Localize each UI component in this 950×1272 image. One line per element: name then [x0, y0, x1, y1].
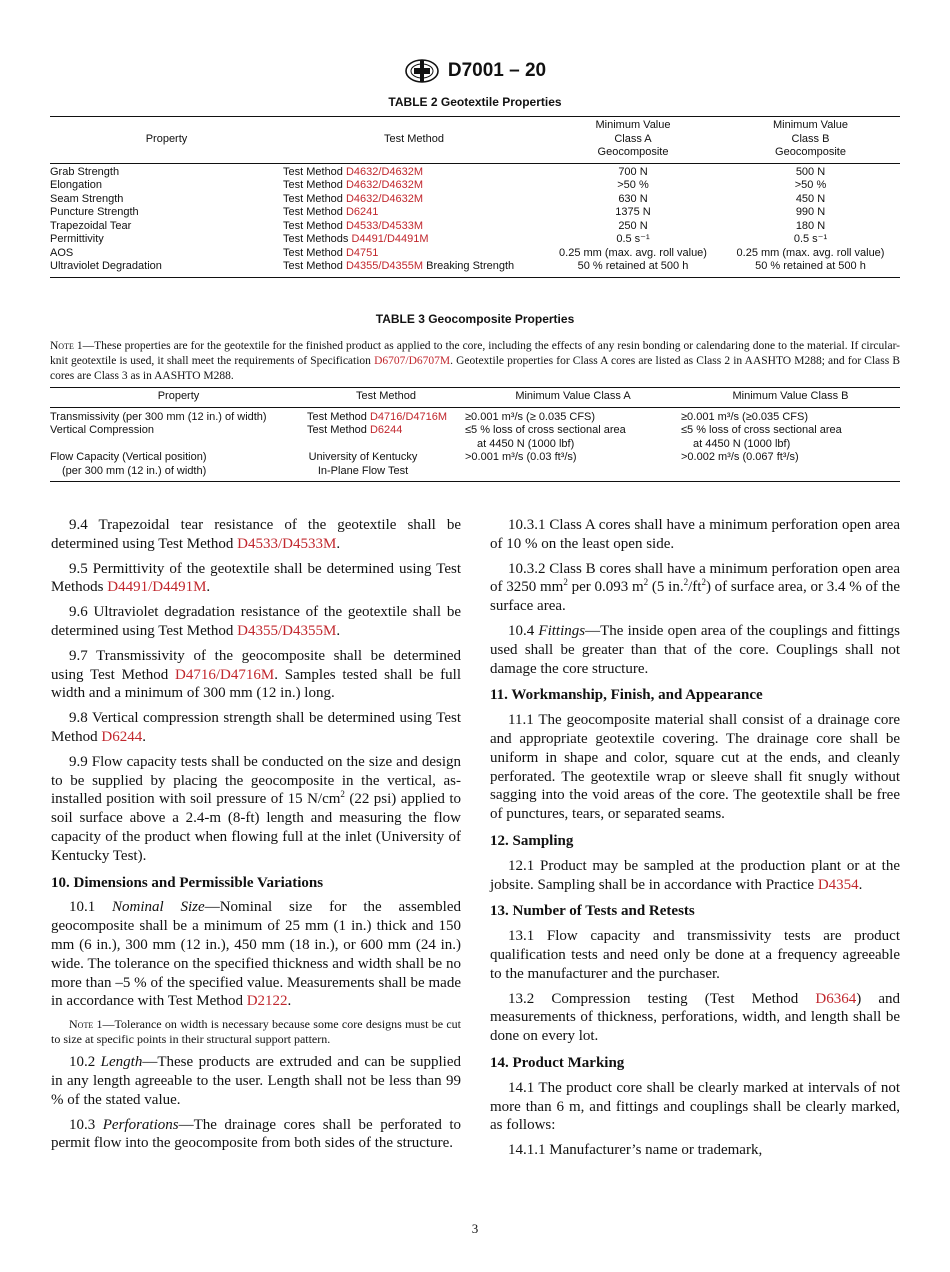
table2-method-link[interactable]: D4632/D4632M: [345, 179, 424, 191]
table3-header-row: [50, 388, 900, 408]
para-11-1: 11.1 The geocomposite material shall consist of a drainage core and appropriate geotextile covering. The drainage core shall be uniform in shape and color, square cut at the ends, and cleanly perforated. The geotextile wrap or sleeve shall fit snugly without sagging into the void areas of the core. The geotextile shall be free of punctures, tears, or separated seams.: [490, 712, 900, 823]
table3-header-property: Property: [50, 388, 307, 408]
table2-cell-class-b: 0.5 s⁻¹: [793, 233, 828, 245]
para-9-9: 9.9 Flow capacity tests shall be conducted on the size and design to be supplied by placing the geocomposite in the vertical, as-installed position with soil pressure of 15 $N/cm^2$ (22 psi) applied to soil surface above a 2.4-m (8-ft) length and measuring the flow capacity of the product when flowing full at the inlet (University of Kentucky Test).: [51, 753, 461, 864]
link-d4354[interactable]: D4354: [817, 876, 859, 893]
table2-method-link[interactable]: D4632/D4632M: [345, 192, 424, 205]
para-9-5: 9.5 Permittivity of the geotextile shall be determined using Test Methods D4491/D4491M.: [51, 560, 461, 596]
para-12-1: 12.1 Product may be sampled at the production plant or at the jobsite. Sampling shall be in accordance with Practice D4354.: [490, 857, 900, 893]
para-9-7: 9.7 Transmissivity of the geocomposite shall be determined using Test Method D4716/D4716M. Samples tested shall be full width and a minimum of 300 mm (12 in.) long.: [51, 647, 461, 702]
link-d6244[interactable]: D6244: [101, 728, 143, 745]
table2-cell-property: Grab Strength: [50, 165, 120, 178]
table2-cell-class-b: 0.25 mm (max. avg. roll value): [736, 246, 885, 259]
table2-row: [50, 163, 900, 179]
note-1: Note 1—Tolerance on width is necessary because some core designs must be cut to size at specific points in their structural support pattern.: [51, 1017, 461, 1047]
table2-cell-class-a: 0.25 mm (max. avg. roll value): [559, 246, 707, 259]
table2-cell-method: Test Method D4751: [283, 246, 379, 259]
table3-cell-method: Test Method D6244: [307, 424, 403, 436]
table2-method-link[interactable]: D4632/D4632M: [345, 165, 424, 178]
table3-cell-class-a: ≥0.001 m³/s (≥ 0.035 CFS): [465, 410, 596, 423]
table2-row: [50, 247, 900, 261]
table3-header-method: Test Method: [307, 388, 465, 408]
table3-header-class-b: Minimum Value Class B: [681, 388, 900, 408]
left-column: [51, 516, 461, 1159]
table2-cell-class-b: 990 N: [795, 206, 826, 218]
table2-cell-method: Test Method D4632/D4632M: [283, 192, 424, 205]
table2-row: [50, 220, 900, 234]
table2-cell-method: Test Method D6241: [283, 206, 379, 218]
para-10-3-2: 10.3.2 Class B cores shall have a minimum perforation open area of 3250 $mm^2$ per 0.093 $m^2$ (5 $in.^2/ft^2$) of surface area, or 3.4 % of the surface area.: [490, 560, 901, 615]
table2: [50, 116, 900, 278]
table3-method-link[interactable]: D6244: [369, 424, 403, 436]
table2-header-property: Property: [50, 117, 283, 164]
table2-cell-property: Seam Strength: [50, 192, 124, 205]
table3-row: [50, 424, 900, 451]
table2-header-method: Test Method: [283, 117, 545, 164]
table2-method-link[interactable]: D4355/D4355M: [345, 260, 424, 272]
table2-cell-method: Test Methods D4491/D4491M: [283, 233, 429, 245]
para-9-4: 9.4 Trapezoidal tear resistance of the geotextile shall be determined using Test Method D4533/D4533M.: [51, 517, 461, 552]
table2-cell-method: Test Method D4533/D4533M: [283, 219, 424, 232]
table2-cell-class-a: 0.5 s⁻¹: [616, 233, 650, 245]
section-13-heading: 13. Number of Tests and Retests: [490, 903, 695, 920]
table2-row: [50, 179, 900, 193]
table2-cell-class-a: 250 N: [618, 219, 648, 232]
table3-header-class-a: Minimum Value Class A: [465, 388, 681, 408]
link-d4716[interactable]: D4716/D4716M: [175, 666, 275, 683]
table2-row: [50, 260, 900, 277]
para-10-2: 10.2 Length—These products are extruded and can be supplied in any length agreeable to the user. Length shall not be less than 99 % of the stated value.: [51, 1054, 461, 1108]
table2-cell-class-a: >50 %: [617, 179, 649, 191]
table2-cell-class-b: >50 %: [794, 179, 827, 191]
link-d4533[interactable]: D4533/D4533M: [237, 535, 337, 552]
para-10-1: 10.1 Nominal Size—Nominal size for the assembled geocomposite shall be a minimum of 25 mm (1 in.) thick and 150 mm (6 in.), 300 mm (12 in.), 450 mm (18 in.), or 600 mm (24 in.) wide. The tolerance on the specified thickness and width shall be no more than –5 % of the specified value. Measurements shall be made in accordance with Test Method D2122.: [51, 899, 461, 1010]
astm-logo-icon: [404, 58, 440, 84]
table2-method-link[interactable]: D4751: [345, 246, 379, 259]
table2-cell-class-b: 500 N: [795, 165, 826, 178]
table2-cell-class-a: 50 % retained at 500 h: [545, 260, 721, 277]
table2-cell-method: Test Method D4355/D4355M Breaking Strength: [283, 260, 545, 277]
table2-row: [50, 233, 900, 247]
table3-cell-class-a: >0.001 m³/s (0.03 ft³/s): [465, 451, 681, 482]
table2-cell-property: AOS: [50, 246, 74, 259]
table2-cell-property: Elongation: [50, 179, 102, 191]
table3-cell-method: Test Method D4716/D4716M: [307, 410, 448, 423]
table2-method-link[interactable]: D6241: [345, 206, 379, 218]
note-label: Note 1: [50, 340, 83, 352]
table3-cell-class-b: ≥0.001 m³/s (≥0.035 CFS): [681, 410, 809, 423]
table3-cell-class-b: ≤5 % loss of cross sectional area at 4450 N (1000 lbf): [681, 424, 842, 450]
table2-cell-property: Trapezoidal Tear: [50, 219, 132, 232]
para-13-1: 13.1 Flow capacity and transmissivity tests are product qualification tests and need only be done at a frequency agreeable to the manufacturer and the purchaser.: [490, 928, 900, 982]
table2-title: TABLE 2 Geotextile Properties: [388, 95, 562, 109]
table2-header-class-a: Minimum Value Class A Geocomposite: [545, 117, 721, 164]
table2-header-class-b: Minimum Value Class B Geocomposite: [721, 117, 900, 164]
link-d4355[interactable]: D4355/D4355M: [237, 622, 337, 639]
table2-cell-class-b: 50 % retained at 500 h: [721, 260, 900, 277]
section-12-heading: 12. Sampling: [490, 832, 574, 849]
table2-method-link[interactable]: D4533/D4533M: [345, 219, 424, 232]
para-10-3: 10.3 Perforations—The drainage cores shall be perforated to permit flow into the geocomposite from both sides of the structure.: [51, 1116, 462, 1152]
table3-cell-property: Flow Capacity (Vertical position) (per 300 mm (12 in.) of width): [50, 451, 307, 482]
para-14-1-1: 14.1.1 Manufacturer’s name or trademark,: [508, 1142, 763, 1159]
table2-row: [50, 193, 900, 207]
table2-cell-class-a: 1375 N: [615, 206, 651, 218]
table3-method-link[interactable]: D4716/D4716M: [369, 410, 448, 423]
table2-header-row: [50, 117, 900, 164]
page-number: 3: [471, 1221, 479, 1236]
table2-cell-method: Test Method D4632/D4632M: [283, 179, 424, 191]
para-9-8: 9.8 Vertical compression strength shall be determined using Test Method D6244.: [51, 710, 461, 745]
para-9-6: 9.6 Ultraviolet degradation resistance of the geotextile shall be determined using Test Method D4355/D4355M.: [51, 604, 461, 639]
para-13-2: 13.2 Compression testing (Test Method D6364) and measurements of thickness, perforations, width, and length shall be done on every lot.: [490, 990, 900, 1045]
table2-cell-property: Puncture Strength: [50, 206, 139, 218]
table3-cell-property: Vertical Compression: [50, 424, 154, 436]
right-column: [490, 516, 900, 1166]
table3-row: [50, 407, 900, 424]
para-14-1: 14.1 The product core shall be clearly marked at intervals of not more than 6 m, and fittings and couplings shall be clearly marked, as follows:: [490, 1079, 900, 1134]
page-header: [0, 58, 950, 84]
section-11-heading: 11. Workmanship, Finish, and Appearance: [490, 687, 763, 704]
spec-link-d6707[interactable]: D6707/D6707M: [374, 355, 451, 367]
section-10-heading: 10. Dimensions and Permissible Variations: [51, 874, 324, 891]
table3-note: Note 1—These properties are for the geotextile for the finished product as applied to the core, including the effects of any resin bonding or calendaring done to the material. If circular-knit geotextile is used, it shall meet the requirements of Specification D6707/D6707M. Geotextile properties for Class A cores are listed as Class 2 in AASHTO M288; and for Class B cores are Class 3 as in AASHTO M288.: [50, 340, 900, 382]
table2-cell-class-a: 630 N: [618, 192, 648, 205]
document-id: D7001 – 20: [447, 60, 547, 81]
table2-cell-property: Permittivity: [50, 233, 104, 245]
para-10-3-1: 10.3.1 Class A cores shall have a minimum perforation open area of 10 % on the least open side.: [490, 517, 900, 552]
table3-cell-class-a: ≤5 % loss of cross sectional area at 4450 N (1000 lbf): [465, 424, 626, 450]
table3: [50, 387, 900, 482]
table2-cell-property: Ultraviolet Degradation: [50, 260, 283, 277]
table3-cell-property: Transmissivity (per 300 mm (12 in.) of width): [50, 410, 267, 423]
link-d4491[interactable]: D4491/D4491M: [107, 579, 207, 596]
link-d2122[interactable]: D2122: [246, 993, 288, 1010]
para-10-4: 10.4 Fittings—The inside open area of the couplings and fittings used shall be greater than that of the core. Couplings shall not damage the core structure.: [490, 622, 901, 677]
table2-cell-class-a: 700 N: [618, 165, 648, 178]
table2-row: [50, 206, 900, 220]
table2-method-link[interactable]: D4491/D4491M: [351, 233, 429, 245]
table2-cell-method: Test Method D4632/D4632M: [283, 165, 424, 178]
table3-row: [50, 451, 900, 482]
link-d6364[interactable]: D6364: [815, 990, 857, 1007]
table2-cell-class-b: 180 N: [795, 219, 826, 232]
table3-cell-class-b: >0.002 m³/s (0.067 ft³/s): [681, 451, 900, 482]
table3-cell-method: University of Kentucky In-Plane Flow Test: [307, 451, 465, 482]
table2-cell-class-b: 450 N: [795, 192, 826, 205]
section-14-heading: 14. Product Marking: [490, 1054, 625, 1071]
table3-title: TABLE 3 Geocomposite Properties: [375, 312, 575, 326]
